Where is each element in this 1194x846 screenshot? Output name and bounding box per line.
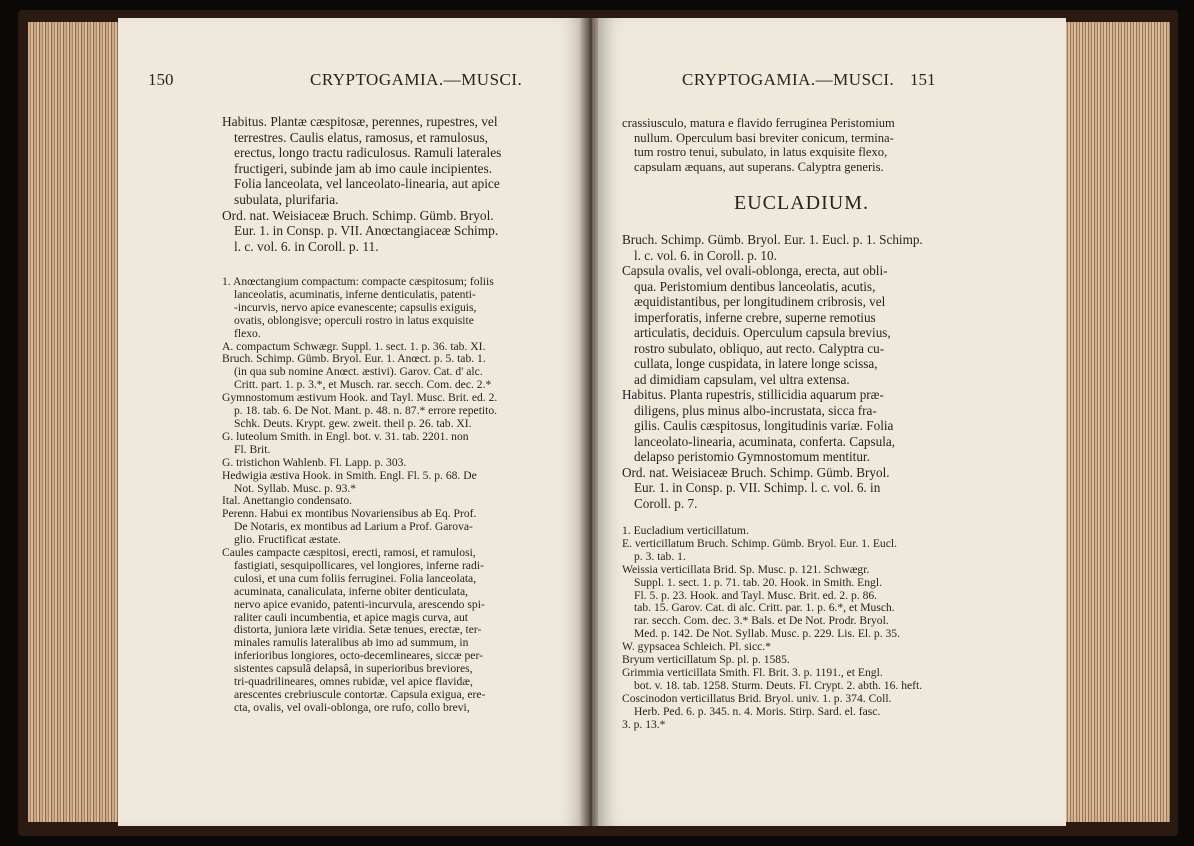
- text-line: tab. 15. Garov. Cat. di alc. Critt. par. 1. p. 6.*, et Musch.: [634, 601, 895, 615]
- text-line: p. 3. tab. 1.: [634, 549, 686, 563]
- text-line: subulata, plurifaria.: [234, 191, 339, 207]
- text-line: tum rostro tenui, subulato, in latus exquisite flexo,: [634, 145, 888, 159]
- text-line: Coscinodon verticillatus Brid. Bryol. univ. 1. p. 374. Coll.: [622, 691, 892, 705]
- text-line: distorta, juniora læte viridia. Setæ tenues, erectæ, ter-: [234, 623, 482, 637]
- text-line: qua. Peristomium dentibus lanceolatis, acutis,: [634, 278, 876, 294]
- text-line: Eur. 1. in Consp. p. VII. Schimp. l. c. vol. 6. in: [634, 480, 881, 495]
- text-line: arescentes crebriuscule contortæ. Capsula exigua, ere-: [234, 688, 486, 701]
- text-line: sistentes capsulâ delapsâ, in superioribus breviores,: [234, 662, 473, 676]
- left-running-head: CRYPTOGAMIA.—MUSCI.: [310, 70, 523, 89]
- text-line: crassiusculo, matura e flavido ferruginea Peristomium: [622, 116, 895, 130]
- text-line: Habitus. Planta rupestris, stillicidia aquarum præ-: [622, 387, 884, 402]
- text-line: Perenn. Habui ex montibus Novariensibus ab Eq. Prof.: [222, 507, 477, 521]
- left-species-text: [222, 276, 497, 715]
- text-line: delapso peristomio Gymnostomum mentitur.: [634, 449, 870, 464]
- text-line: Gymnostomum æstivum Hook. and Tayl. Musc. Brit. ed. 2.: [222, 391, 498, 405]
- text-line: culosi, et una cum foliis ferruginei. Folia lanceolata,: [234, 571, 477, 585]
- text-line: (in qua sub nomine Anœct. æstivi). Garov. Cat. d' alc.: [234, 365, 483, 379]
- text-line: ovatis, oblongisve; operculi rostro in latus exquisite: [234, 313, 474, 327]
- left-page-edges: [28, 22, 123, 822]
- text-line: Bruch. Schimp. Gümb. Bryol. Eur. 1. Eucl. p. 1. Schimp.: [622, 232, 923, 247]
- text-line: minales ramulis lateralibus ab imo ad summum, in: [234, 636, 469, 650]
- text-line: 1. Eucladium verticillatum.: [622, 524, 749, 537]
- text-line: Folia lanceolata, vel lanceolato-linearia, aut apice: [234, 176, 500, 192]
- text-line: nervo apice evanido, patenti-incurvula, arescendo spi-: [234, 597, 485, 611]
- right-running-head: CRYPTOGAMIA.—MUSCI.: [682, 70, 895, 89]
- text-line: tri-quadrilineares, omnes rubidæ, vel apice flavidæ,: [234, 675, 473, 689]
- text-line: capsulam æquans, aut superans. Calyptra generis.: [634, 159, 884, 174]
- text-line: l. c. vol. 6. in Coroll. p. 10.: [634, 247, 777, 263]
- text-line: glio. Fructificat æstate.: [234, 533, 341, 547]
- text-line: 3. p. 13.*: [622, 717, 666, 731]
- text-line: lanceolato-linearia, acuminata, conferta. Capsula,: [634, 433, 896, 449]
- genus-title: EUCLADIUM.: [734, 192, 869, 214]
- text-line: Herb. Ped. 6. p. 345. n. 4. Moris. Stirp. Sard. el. fasc.: [634, 704, 881, 718]
- left-page: [118, 18, 584, 826]
- right-top-text: [622, 116, 895, 174]
- text-line: Habitus. Plantæ cæspitosæ, perennes, rupestres, vel: [222, 114, 498, 129]
- text-line: imperforatis, inferne crebre, superne remotius: [634, 309, 876, 325]
- text-line: Fl. 5. p. 23. Hook. and Tayl. Musc. Brit. ed. 2. p. 86.: [634, 588, 878, 602]
- text-line: gilis. Caulis cæspitosus, longitudinis variæ. Folia: [634, 418, 894, 433]
- right-genus-text: [622, 232, 923, 511]
- text-line: æquidistantibus, per longitudinem cribrosis, vel: [634, 294, 886, 309]
- text-line: p. 18. tab. 6. De Not. Mant. p. 48. n. 87.* errore repetito.: [234, 404, 498, 418]
- text-line: Eur. 1. in Consp. p. VII. Anœctangiaceæ Schimp.: [234, 223, 499, 239]
- left-intro-text: [222, 114, 501, 254]
- text-line: Hedwigia æstiva Hook. in Smith. Engl. Fl. 5. p. 68. De: [222, 468, 477, 482]
- text-line: Caules campacte cæspitosi, erecti, ramosi, et ramulosi,: [222, 546, 476, 560]
- text-line: Coroll. p. 7.: [634, 495, 698, 511]
- text-line: Weissia verticillata Brid. Sp. Musc. p. 121. Schwægr.: [622, 562, 870, 576]
- text-line: lanceolatis, acuminatis, inferne denticulatis, patenti-: [234, 287, 476, 301]
- text-line: ad dimidiam capsulam, vel ultra extensa.: [634, 371, 850, 387]
- text-line: Ital. Anettangio condensato.: [222, 494, 353, 508]
- text-line: E. verticillatum Bruch. Schimp. Gümb. Bryol. Eur. 1. Eucl.: [622, 536, 897, 550]
- text-line: De Notaris, ex montibus ad Larium a Prof. Garova-: [234, 520, 473, 534]
- text-line: cullata, longe cuspidata, in latere longe scissa,: [634, 356, 878, 371]
- text-line: Suppl. 1. sect. 1. p. 71. tab. 20. Hook. in Smith. Engl.: [634, 575, 882, 589]
- text-line: erectus, longo tractu radiculosus. Ramuli laterales: [234, 145, 502, 161]
- text-line: terrestres. Caulis elatus, ramosus, et ramulosus,: [234, 129, 488, 145]
- text-line: fastigiati, sesquipollicares, vel longiores, inferne radi-: [234, 558, 484, 572]
- text-line: flexo.: [234, 326, 261, 340]
- text-line: G. luteolum Smith. in Engl. bot. v. 31. tab. 2201. non: [222, 429, 469, 443]
- text-line: Capsula ovalis, vel ovali-oblonga, erecta, aut obli-: [622, 263, 888, 278]
- text-line: Ord. nat. Weisiaceæ Bruch. Schimp. Gümb. Bryol.: [222, 207, 494, 223]
- right-page-number: 151: [910, 70, 936, 89]
- text-line: -incurvis, nervo apice evanescente; capsulis exiguis,: [234, 300, 477, 314]
- text-line: nullum. Operculum basi breviter conicum, termina-: [634, 130, 894, 145]
- text-line: cta, ovalis, vel ovali-oblonga, ore rufo, collo brevi,: [234, 700, 470, 714]
- text-line: rar. secch. Com. dec. 3.* Bals. et De Not. Prodr. Bryol.: [634, 614, 889, 628]
- text-line: 1. Anœctangium compactum: compacte cæspitosum; foliis: [222, 275, 494, 288]
- text-line: Med. p. 142. De Not. Syllab. Musc. p. 229. Lis. El. p. 35.: [634, 627, 900, 641]
- right-species-text: [622, 525, 922, 732]
- text-line: fructigeri, subinde jam ab imo caule incipientes.: [234, 160, 493, 176]
- text-line: Not. Syllab. Musc. p. 93.*: [234, 481, 357, 495]
- right-page: [598, 18, 1066, 826]
- text-line: Bruch. Schimp. Gümb. Bryol. Eur. 1. Anœct. p. 5. tab. 1.: [222, 352, 486, 366]
- right-page-edges: [1062, 22, 1170, 822]
- text-line: articulatis, deciduis. Operculum capsula brevius,: [634, 325, 891, 340]
- text-line: inferioribus longiores, octo-decemlineares, siccæ per-: [234, 649, 483, 663]
- text-line: A. compactum Schwægr. Suppl. 1. sect. 1. p. 36. tab. XI.: [222, 339, 486, 353]
- text-line: Schk. Deuts. Krypt. gew. zweit. theil p. 26. tab. XI.: [234, 416, 472, 430]
- text-line: Bryum verticillatum Sp. pl. p. 1585.: [622, 653, 790, 667]
- text-line: Grimmia verticillata Smith. Fl. Brit. 3. p. 1191., et Engl.: [622, 665, 883, 679]
- text-line: l. c. vol. 6. in Coroll. p. 11.: [234, 238, 379, 254]
- text-line: rostro subulato, obliquo, aut recto. Calyptra cu-: [634, 340, 885, 356]
- text-line: W. gypsacea Schleich. Pl. sicc.*: [622, 640, 771, 654]
- text-line: Fl. Brit.: [234, 442, 271, 456]
- text-line: G. tristichon Wahlenb. Fl. Lapp. p. 303.: [222, 455, 407, 469]
- text-line: diligens, plus minus albo-incrustata, sicca fra-: [634, 402, 877, 418]
- text-line: raliter cauli incumbentia, et apice magis curva, aut: [234, 610, 469, 624]
- left-page-number: 150: [148, 70, 174, 89]
- text-line: bot. v. 18. tab. 1258. Sturm. Deuts. Fl. Crypt. 2. abth. 16. heft.: [634, 678, 923, 692]
- text-line: acuminata, canaliculata, inferne obiter denticulata,: [234, 584, 469, 598]
- text-line: Ord. nat. Weisiaceæ Bruch. Schimp. Gümb. Bryol.: [622, 464, 890, 480]
- text-line: Critt. part. 1. p. 3.*, et Musch. rar. secch. Com. dec. 2.*: [234, 378, 492, 392]
